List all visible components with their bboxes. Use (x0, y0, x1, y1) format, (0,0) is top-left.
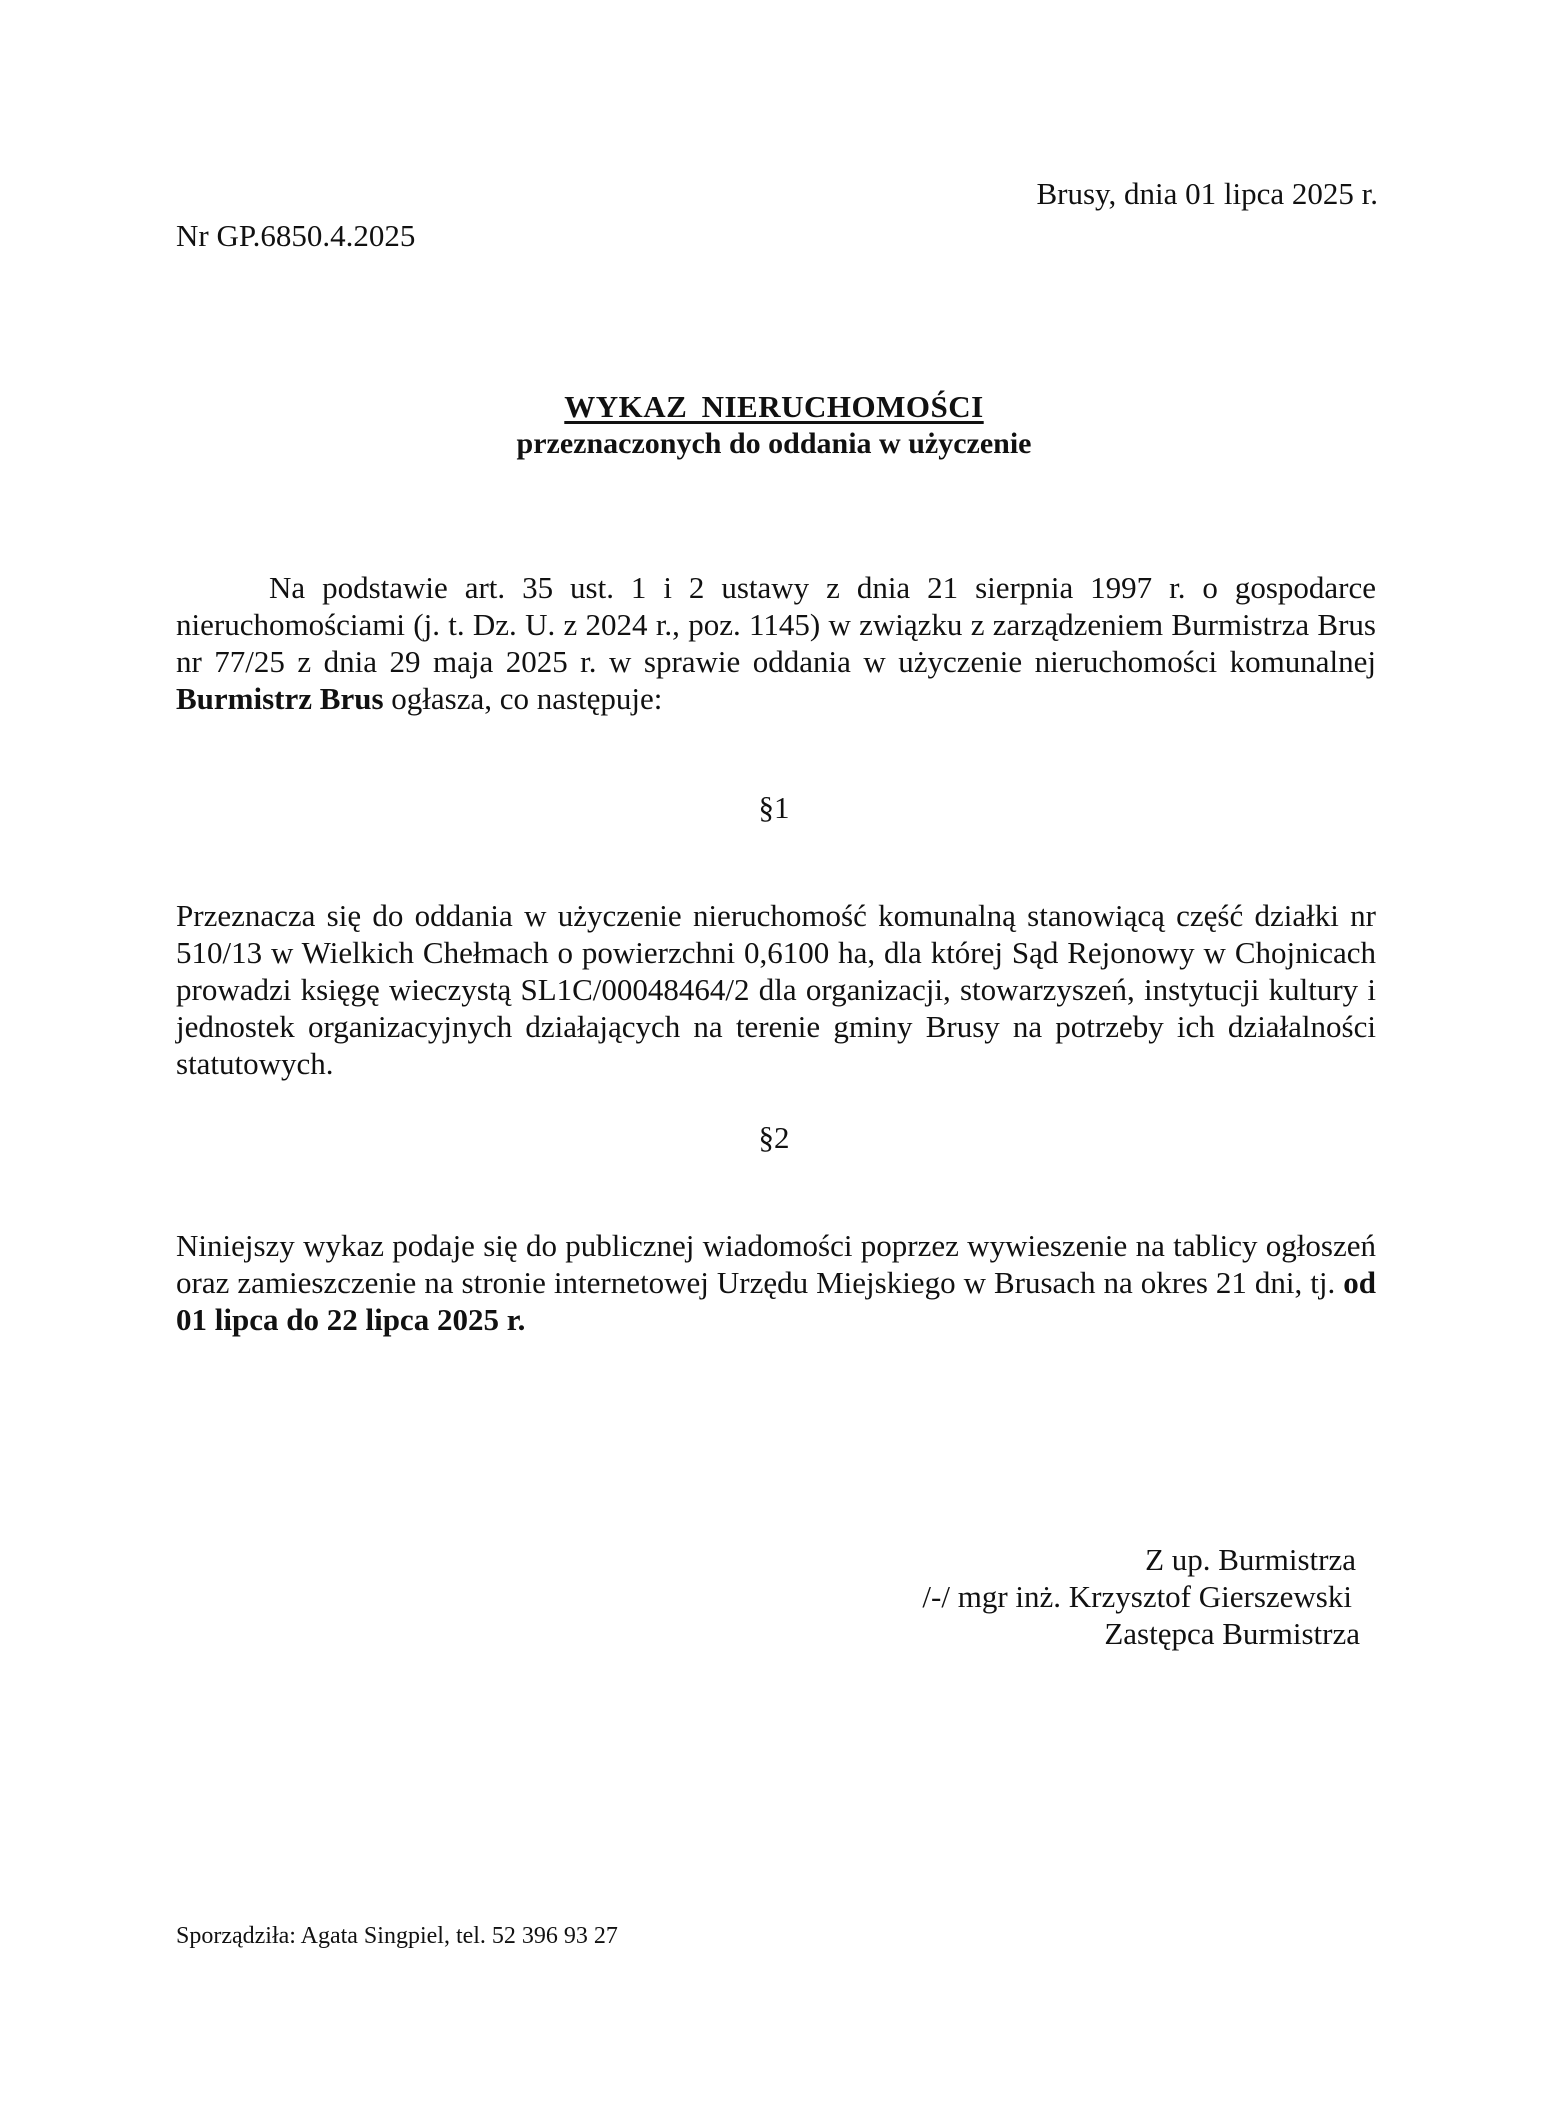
title-block (0, 388, 1548, 462)
signature-block (922, 1541, 1360, 1652)
publication-period: od 01 lipca do 22 lipca 2025 r. (176, 1265, 1376, 1337)
document-subtitle: przeznaczonych do oddania w użyczenie (516, 427, 1032, 460)
section-2-paragraph (176, 1227, 1376, 1338)
intro-paragraph (176, 569, 1376, 717)
section-1-mark: §1 (758, 790, 790, 825)
intro-text-before: Na podstawie art. 35 ust. 1 i 2 ustawy z dnia 21 sierpnia 1997 r. o gospodarce nieruchomościami (j. t. Dz. U. z 2024 r., poz. 1145) w związku z zarządzeniem Burmistrza Brus nr 77/25 z dnia 29 maja 2025 r. w sprawie oddania w użyczenie nieruchomości komunalnej (176, 570, 1376, 679)
prepared-by-footer: Sporządziła: Agata Singpiel, tel. 52 396 93 27 (176, 1923, 618, 1949)
signatory-role: Zastępca Burmistrza (1104, 1616, 1360, 1651)
reference-number: Nr GP.6850.4.2025 (176, 218, 416, 253)
issuing-authority: Burmistrz Brus (176, 681, 384, 716)
place-and-date: Brusy, dnia 01 lipca 2025 r. (1036, 176, 1378, 211)
section-2-mark: §2 (758, 1120, 790, 1155)
signature-authorization: Z up. Burmistrza (1145, 1542, 1356, 1577)
intro-text-after: ogłasza, co następuje: (383, 681, 663, 716)
section-2-text: Niniejszy wykaz podaje się do publicznej wiadomości poprzez wywieszenie na tablicy ogłoszeń oraz zamieszczenie na stronie internetowej Urzędu Miejskiego w Brusach na okres 21 dni, tj. (176, 1228, 1376, 1300)
section-1-text: Przeznacza się do oddania w użyczenie nieruchomość komunalną stanowiącą część działki nr 510/13 w Wielkich Chełmach o powierzchni 0,6100 ha, dla której Sąd Rejonowy w Chojnicach prowadzi księgę wieczystą SL1C/00048464/2 dla organizacji, stowarzyszeń, instytucji kultury i jednostek organizacyjnych działających na terenie gminy Brusy na potrzeby ich działalności statutowych. (176, 898, 1376, 1081)
signatory-name: /-/ mgr inż. Krzysztof Gierszewski (922, 1579, 1352, 1614)
document-title: WYKAZ NIERUCHOMOŚCI (564, 389, 984, 424)
